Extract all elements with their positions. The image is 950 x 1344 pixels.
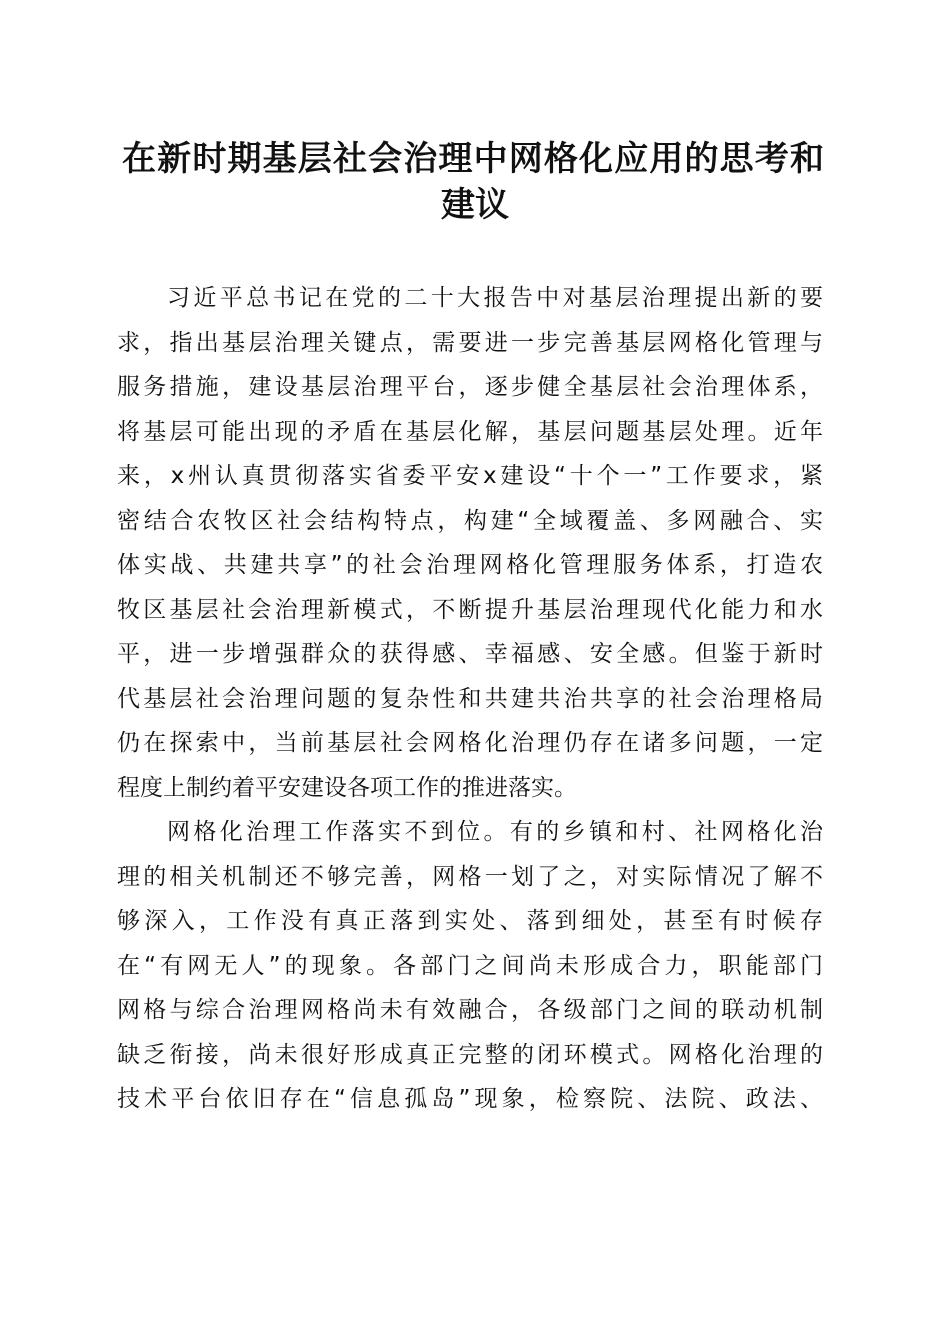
text-line: 牧区基层社会治理新模式，不断提升基层治理现代化能力和水: [117, 596, 823, 623]
text-line: 在“有网无人”的现象。各部门之间尚未形成合力，职能部门: [117, 952, 823, 979]
text-line: 网格与综合治理网格尚未有效融合，各级部门之间的联动机制: [117, 997, 823, 1023]
text-line: 平，进一步增强群众的获得感、幸福感、安全感。但鉴于新时: [117, 641, 823, 667]
text-line: 来，x州认真贯彻落实省委平安x建设“十个一”工作要求，紧: [117, 463, 823, 489]
text-line: 程度上制约着平安建设各项工作的推进落实。: [117, 774, 577, 801]
text-line: 代基层社会治理问题的复杂性和共建共治共享的社会治理格局: [117, 685, 823, 712]
document-body: [117, 276, 823, 1122]
title-line-1: 在新时期基层社会治理中网格化应用的思考和: [122, 139, 824, 179]
text-line: 服务措施，建设基层治理平台，逐步健全基层社会治理体系，: [117, 374, 823, 400]
document-title: [100, 136, 850, 228]
paragraph: [117, 810, 823, 1122]
text-line: 理的相关机制还不够完善，网格一划了之，对实际情况了解不: [117, 863, 823, 890]
text-line: 缺乏衔接，尚未很好形成真正完整的闭环模式。网格化治理的: [117, 1041, 823, 1068]
text-line: 仍在探索中，当前基层社会网格化治理仍存在诸多问题，一定: [117, 730, 823, 756]
text-line: 习近平总书记在党的二十大报告中对基层治理提出新的要: [167, 285, 823, 311]
text-line: 密结合农牧区社会结构特点，构建“全域覆盖、多网融合、实: [117, 507, 823, 534]
text-line: 技术平台依旧存在“信息孤岛”现象，检察院、法院、政法、: [117, 1086, 823, 1112]
text-line: 体实战、共建共享”的社会治理网格化管理服务体系，打造农: [117, 552, 823, 578]
paragraph: [117, 276, 823, 810]
title-line-2: 建议: [441, 185, 509, 225]
text-line: 网格化治理工作落实不到位。有的乡镇和村、社网格化治: [167, 819, 823, 845]
text-line: 将基层可能出现的矛盾在基层化解，基层问题基层处理。近年: [117, 418, 823, 445]
text-line: 够深入，工作没有真正落到实处、落到细处，甚至有时候存: [117, 908, 823, 934]
text-line: 求，指出基层治理关键点，需要进一步完善基层网格化管理与: [117, 329, 823, 356]
